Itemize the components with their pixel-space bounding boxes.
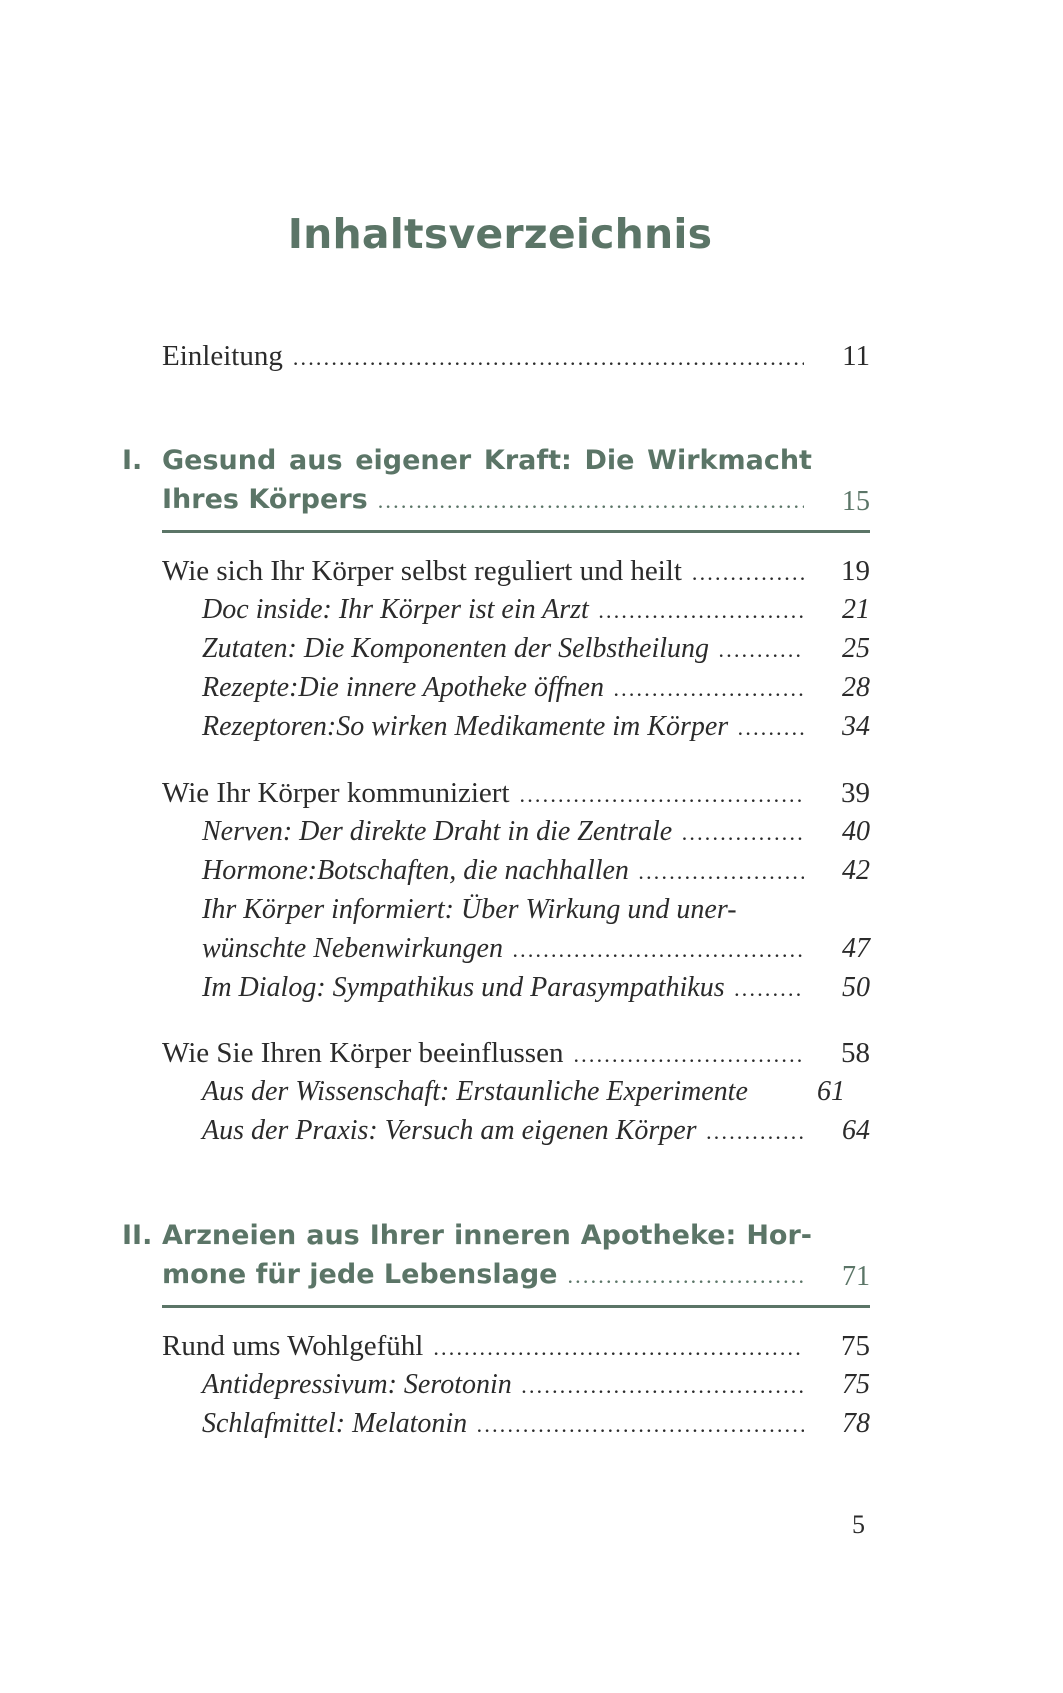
subsection-label: Im Dialog: Sympathikus und Parasympathikus [202, 972, 725, 1003]
subsection-page-number: 50 [842, 972, 870, 1003]
subsection-label: Doc inside: Ihr Körper ist ein Arzt [202, 594, 589, 625]
chapter-title-word: eigener [355, 445, 472, 476]
chapter-title-word: Die [584, 445, 635, 476]
subsection-page-number: 64 [842, 1115, 870, 1146]
chapter-title-line1[interactable] [162, 1220, 812, 1251]
chapter-title-line1[interactable] [162, 445, 812, 476]
section-label: Rund ums Wohlgefühl [162, 1330, 424, 1362]
leader-dots [707, 1119, 804, 1145]
leader-dots [719, 637, 804, 663]
subsection-label: Rezepte:Die innere Apotheke öffnen [202, 672, 604, 703]
chapter-title-word: Apotheke: [580, 1220, 737, 1251]
section-page-number: 75 [841, 1330, 870, 1362]
toc-subsection[interactable] [202, 672, 812, 704]
toc-subsection[interactable] [202, 711, 812, 743]
chapter-title-word: Kraft: [483, 445, 572, 476]
leader-dots [567, 1263, 804, 1289]
toc-section[interactable] [162, 1037, 812, 1070]
subsection-page-number: 47 [842, 933, 870, 964]
leader-dots [293, 345, 804, 371]
subsection-page-number: 61 [817, 1076, 845, 1107]
subsection-page-number: 28 [842, 672, 870, 703]
toc-subsection-line1[interactable] [202, 894, 812, 926]
leader-dots [599, 598, 804, 624]
page-title: Inhaltsverzeichnis [287, 210, 713, 258]
subsection-page-number: 34 [842, 711, 870, 742]
leader-dots [573, 1042, 804, 1068]
leader-dots [614, 676, 804, 702]
subsection-page-number: 25 [842, 633, 870, 664]
chapter-rule [162, 530, 870, 533]
chapter-title-word: aus [289, 445, 343, 476]
chapter-page-number: 71 [842, 1261, 870, 1292]
toc-subsection[interactable] [202, 633, 812, 665]
toc-subsection[interactable] [202, 1115, 812, 1147]
subsection-page-number: 78 [842, 1408, 870, 1439]
page-folio: 5 [852, 1510, 865, 1539]
chapter-title-word: Ihrer [369, 1220, 444, 1251]
leader-dots [520, 782, 804, 808]
section-page-number: 58 [841, 1037, 870, 1069]
chapter-number: I. [122, 445, 143, 476]
leader-dots [378, 488, 804, 514]
chapter-title-line2[interactable] [162, 1259, 812, 1290]
subsection-label: Aus der Praxis: Versuch am eigenen Körper [202, 1115, 697, 1146]
toc-subsection[interactable] [202, 1076, 802, 1108]
subsection-page-number: 42 [842, 855, 870, 886]
toc-entry-intro[interactable] [162, 340, 812, 373]
section-page-number: 39 [841, 777, 870, 809]
section-label: Wie Ihr Körper kommuniziert [162, 777, 510, 809]
subsection-label: Zutaten: Die Komponenten der Selbstheilung [202, 633, 710, 664]
leader-dots [639, 859, 804, 885]
leader-dots [738, 715, 804, 741]
leader-dots [735, 976, 804, 1002]
chapter-title-label: mone für jede Lebenslage [162, 1259, 558, 1290]
chapter-title-line2[interactable] [162, 484, 812, 515]
chapter-title-word: inneren [453, 1220, 571, 1251]
subsection-label: wünschte Nebenwirkungen [202, 933, 503, 964]
subsection-label: Antidepressivum: Serotonin [202, 1369, 512, 1400]
leader-dots [477, 1412, 804, 1438]
subsection-label: Aus der Wissenschaft: Erstaunliche Experimente [202, 1076, 748, 1107]
chapter-title-word: aus [306, 1220, 360, 1251]
toc-subsection[interactable] [202, 1369, 812, 1401]
toc-page-number: 11 [842, 340, 870, 372]
subsection-page-number: 21 [842, 594, 870, 625]
toc-section[interactable] [162, 555, 812, 588]
leader-dots [433, 1335, 804, 1361]
subsection-label: Rezeptoren:So wirken Medikamente im Körper [202, 711, 729, 742]
subsection-label: Schlafmittel: Melatonin [202, 1408, 468, 1439]
toc-subsection[interactable] [202, 816, 812, 848]
section-label: Wie sich Ihr Körper selbst reguliert und heilt [162, 555, 682, 587]
subsection-label: Hormone:Botschaften, die nachhallen [202, 855, 629, 886]
leader-dots [682, 820, 804, 846]
chapter-title-word: Wirkmacht [647, 445, 812, 476]
toc-section[interactable] [162, 1330, 812, 1363]
toc-section[interactable] [162, 777, 812, 810]
chapter-title-label: Ihres Körpers [162, 484, 368, 515]
chapter-title-word: Arzneien [162, 1220, 297, 1251]
leader-dots [522, 1373, 804, 1399]
toc-subsection[interactable] [202, 972, 812, 1004]
subsection-page-number: 75 [842, 1369, 870, 1400]
leader-dots [513, 937, 804, 963]
subsection-page-number: 40 [842, 816, 870, 847]
subsection-label: Nerven: Der direkte Draht in die Zentrale [202, 816, 673, 847]
subsection-label: Ihr Körper informiert: Über Wirkung und uner- [202, 894, 737, 925]
toc-subsection[interactable] [202, 1408, 812, 1440]
section-page-number: 19 [841, 555, 870, 587]
toc-subsection[interactable] [202, 855, 812, 887]
leader-dots [692, 560, 804, 586]
chapter-rule [162, 1305, 870, 1308]
chapter-number: II. [122, 1220, 153, 1251]
chapter-title-word: Gesund [162, 445, 277, 476]
toc-subsection[interactable] [202, 594, 812, 626]
toc-entry-label: Einleitung [162, 340, 283, 372]
chapter-title-word: Hor- [746, 1220, 812, 1251]
chapter-page-number: 15 [842, 486, 870, 517]
section-label: Wie Sie Ihren Körper beeinflussen [162, 1037, 564, 1069]
toc-subsection-line2[interactable] [202, 933, 812, 965]
